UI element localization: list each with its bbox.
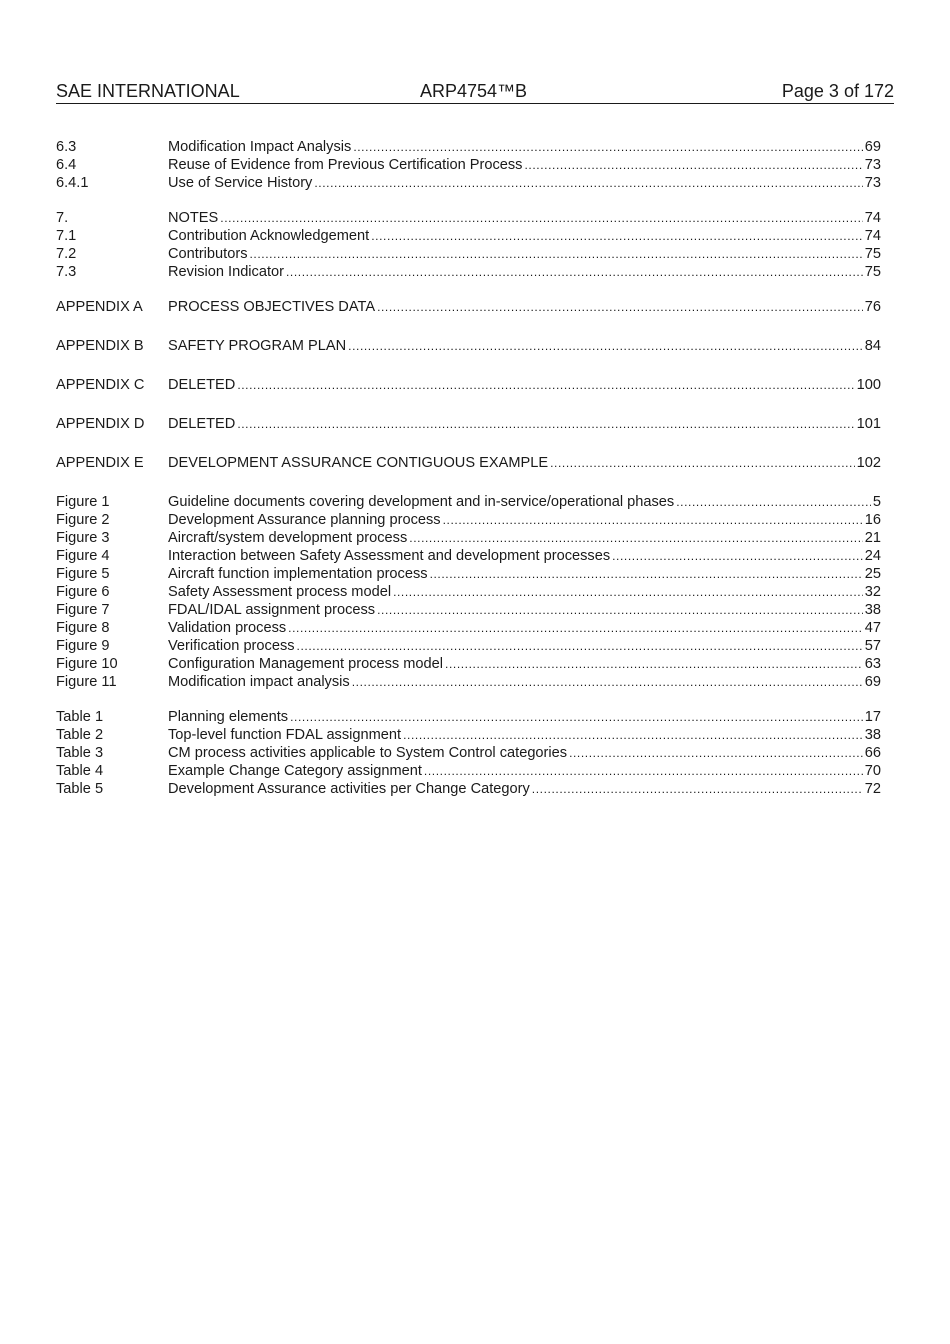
toc-entry-number: 6.4: [56, 157, 77, 173]
toc-entry-page: 72: [864, 781, 881, 797]
toc-entry[interactable]: [56, 744, 881, 762]
toc-entry[interactable]: [56, 780, 881, 798]
dot-leader: [612, 547, 863, 565]
toc-entry-title: Top-level function FDAL assignment: [168, 727, 402, 743]
toc-group: [56, 209, 881, 281]
toc-entry[interactable]: [56, 337, 881, 355]
toc-entry[interactable]: [56, 655, 881, 673]
toc-entry[interactable]: [56, 227, 881, 245]
toc-entry-title: Validation process: [168, 620, 287, 636]
toc-entry[interactable]: [56, 547, 881, 565]
toc-entry-number: Figure 8: [56, 620, 110, 636]
toc-entry[interactable]: [56, 138, 881, 156]
dot-leader: [237, 415, 854, 433]
toc-entry-page: 57: [864, 638, 881, 654]
toc-entry-title: PROCESS OBJECTIVES DATA: [168, 299, 376, 315]
dot-leader: [445, 655, 863, 673]
dot-leader: [371, 227, 863, 245]
toc-entry-number: Figure 3: [56, 530, 110, 546]
toc-entry-page: 70: [864, 763, 881, 779]
table-of-contents: [56, 138, 881, 815]
dot-leader: [532, 780, 863, 798]
toc-entry-page: 16: [864, 512, 881, 528]
toc-entry-number: Figure 10: [56, 656, 118, 672]
toc-entry[interactable]: [56, 263, 881, 281]
toc-entry-number: APPENDIX C: [56, 377, 145, 393]
toc-entry-title: Aircraft function implementation process: [168, 566, 428, 582]
page-header: [56, 81, 894, 104]
toc-entry-page: 5: [872, 494, 881, 510]
toc-entry-title: Aircraft/system development process: [168, 530, 408, 546]
toc-entry-page: 47: [864, 620, 881, 636]
dot-leader: [250, 245, 863, 263]
toc-entry-title: Contribution Acknowledgement: [168, 228, 370, 244]
toc-entry-page: 74: [864, 228, 881, 244]
toc-entry[interactable]: [56, 209, 881, 227]
toc-entry-title: Development Assurance planning process: [168, 512, 441, 528]
toc-entry-number: APPENDIX A: [56, 299, 143, 315]
toc-entry-page: 69: [864, 674, 881, 690]
toc-entry-page: 38: [864, 602, 881, 618]
dot-leader: [290, 708, 863, 726]
toc-group: [56, 337, 881, 355]
toc-group: [56, 415, 881, 433]
toc-group: [56, 138, 881, 192]
toc-entry[interactable]: [56, 583, 881, 601]
toc-entry-number: APPENDIX B: [56, 338, 144, 354]
toc-entry-number: Table 3: [56, 745, 104, 761]
header-page-number: Page 3 of 172: [781, 81, 894, 101]
toc-entry-title: Modification Impact Analysis: [168, 139, 352, 155]
toc-entry-page: 17: [864, 709, 881, 725]
toc-entry-page: 69: [864, 139, 881, 155]
toc-entry-number: Table 1: [56, 709, 104, 725]
toc-entry[interactable]: [56, 726, 881, 744]
toc-entry-number: 7.2: [56, 246, 77, 262]
toc-entry-title: CM process activities applicable to System Control categories: [168, 745, 568, 761]
toc-entry-title: NOTES: [168, 210, 219, 226]
dot-leader: [220, 209, 862, 227]
toc-entry-number: 7.1: [56, 228, 77, 244]
toc-entry[interactable]: [56, 415, 881, 433]
toc-entry-page: 21: [864, 530, 881, 546]
toc-entry-title: Reuse of Evidence from Previous Certification Process: [168, 157, 523, 173]
toc-entry-number: Table 4: [56, 763, 104, 779]
toc-entry-page: 102: [856, 455, 881, 471]
toc-entry-page: 101: [856, 416, 881, 432]
dot-leader: [377, 601, 863, 619]
dot-leader: [393, 583, 863, 601]
dot-leader: [352, 673, 863, 691]
toc-entry-page: 66: [864, 745, 881, 761]
toc-entry[interactable]: [56, 619, 881, 637]
toc-entry-number: 7.: [56, 210, 69, 226]
dot-leader: [288, 619, 863, 637]
toc-entry-title: Interaction between Safety Assessment and development processes: [168, 548, 611, 564]
header-document-id: ARP4754™B: [420, 81, 528, 101]
toc-entry-title: Revision Indicator: [168, 264, 284, 280]
dot-leader: [443, 511, 863, 529]
toc-entry-title: Guideline documents covering development and in-service/operational phases: [168, 494, 675, 510]
toc-entry-page: 73: [864, 175, 881, 191]
toc-entry-title: DELETED: [168, 416, 236, 432]
toc-entry-number: Figure 5: [56, 566, 110, 582]
toc-entry-title: Verification process: [168, 638, 295, 654]
toc-entry[interactable]: [56, 762, 881, 780]
dot-leader: [409, 529, 863, 547]
toc-entry-title: Modification impact analysis: [168, 674, 350, 690]
toc-entry-title: Safety Assessment process model: [168, 584, 392, 600]
toc-group: [56, 493, 881, 691]
toc-entry[interactable]: [56, 376, 881, 394]
toc-entry-title: Development Assurance activities per Change Category: [168, 781, 530, 797]
toc-entry[interactable]: [56, 601, 881, 619]
toc-entry-title: DEVELOPMENT ASSURANCE CONTIGUOUS EXAMPLE: [168, 455, 549, 471]
toc-entry-title: Planning elements: [168, 709, 289, 725]
toc-entry-number: Figure 7: [56, 602, 110, 618]
toc-entry-page: 38: [864, 727, 881, 743]
dot-leader: [676, 493, 871, 511]
toc-entry-title: DELETED: [168, 377, 236, 393]
toc-group: [56, 454, 881, 472]
dot-leader: [424, 762, 863, 780]
dot-leader: [314, 174, 862, 192]
toc-entry-page: 25: [864, 566, 881, 582]
toc-entry[interactable]: [56, 454, 881, 472]
toc-entry-page: 76: [864, 299, 881, 315]
toc-entry[interactable]: [56, 174, 881, 192]
toc-entry-page: 75: [864, 246, 881, 262]
toc-entry[interactable]: [56, 565, 881, 583]
dot-leader: [237, 376, 854, 394]
toc-entry-page: 73: [864, 157, 881, 173]
toc-entry-title: Contributors: [168, 246, 248, 262]
toc-entry-page: 75: [864, 264, 881, 280]
toc-entry[interactable]: [56, 511, 881, 529]
toc-entry-title: FDAL/IDAL assignment process: [168, 602, 376, 618]
toc-entry[interactable]: [56, 708, 881, 726]
toc-entry-number: Table 2: [56, 727, 104, 743]
toc-entry-number: Figure 11: [56, 674, 117, 690]
toc-entry-number: 7.3: [56, 264, 77, 280]
toc-entry[interactable]: [56, 637, 881, 655]
toc-entry-number: APPENDIX D: [56, 416, 145, 432]
toc-entry-page: 32: [864, 584, 881, 600]
dot-leader: [550, 454, 855, 472]
toc-group: [56, 708, 881, 798]
toc-entry-number: Table 5: [56, 781, 104, 797]
toc-entry-page: 100: [856, 377, 881, 393]
dot-leader: [403, 726, 863, 744]
toc-entry-page: 74: [864, 210, 881, 226]
toc-entry-page: 63: [864, 656, 881, 672]
dot-leader: [297, 637, 863, 655]
toc-entry-page: 84: [864, 338, 881, 354]
dot-leader: [569, 744, 863, 762]
toc-entry-number: APPENDIX E: [56, 455, 144, 471]
toc-entry-page: 24: [864, 548, 881, 564]
toc-entry-title: SAFETY PROGRAM PLAN: [168, 338, 347, 354]
toc-group: [56, 298, 881, 316]
dot-leader: [286, 263, 863, 281]
toc-entry[interactable]: [56, 298, 881, 316]
toc-entry-number: Figure 9: [56, 638, 110, 654]
toc-entry-number: 6.4.1: [56, 175, 89, 191]
toc-entry-number: Figure 6: [56, 584, 110, 600]
toc-group: [56, 376, 881, 394]
toc-entry-title: Example Change Category assignment: [168, 763, 422, 779]
dot-leader: [524, 156, 862, 174]
toc-entry-number: Figure 2: [56, 512, 110, 528]
dot-leader: [430, 565, 863, 583]
toc-entry-title: Use of Service History: [168, 175, 313, 191]
header-organization: SAE INTERNATIONAL: [56, 81, 240, 101]
toc-entry-number: Figure 4: [56, 548, 110, 564]
toc-entry-number: 6.3: [56, 139, 77, 155]
toc-entry[interactable]: [56, 529, 881, 547]
toc-entry-title: Configuration Management process model: [168, 656, 444, 672]
dot-leader: [353, 138, 862, 156]
dot-leader: [377, 298, 863, 316]
toc-entry[interactable]: [56, 673, 881, 691]
toc-entry[interactable]: [56, 493, 881, 511]
toc-entry[interactable]: [56, 156, 881, 174]
toc-entry-number: Figure 1: [56, 494, 110, 510]
toc-entry[interactable]: [56, 245, 881, 263]
dot-leader: [348, 337, 863, 355]
